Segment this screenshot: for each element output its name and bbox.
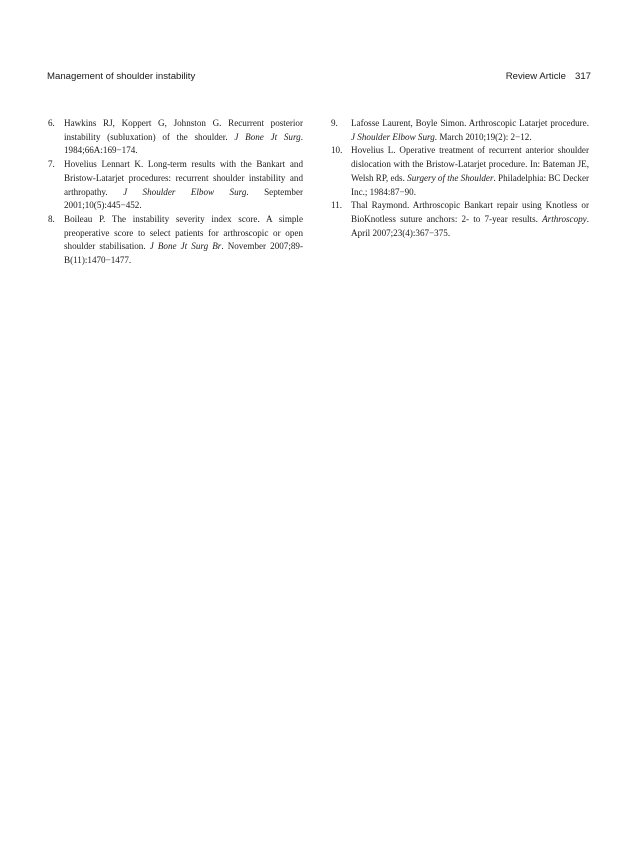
reference-number: 6. xyxy=(48,118,55,128)
reference-text: Thal Raymond. Arthroscopic Bankart repair using Knotless or BioKnotless suture anchors: 2- to 7-year results. xyxy=(351,200,589,224)
article-type-label: Review Article xyxy=(505,71,566,82)
reference-details: . April 2007;23(4):367−375. xyxy=(351,213,589,238)
reference-number: 11. xyxy=(331,200,343,211)
journal-title: Arthroscopy xyxy=(542,213,587,224)
reference-text: Lafosse Laurent, Boyle Simon. Arthroscopic Latarjet procedure. xyxy=(351,118,589,128)
journal-title: J Bone Jt Surg xyxy=(234,131,301,142)
reference-item xyxy=(48,158,303,213)
reference-text: Hovelius L. Operative treatment of recurrent anterior shoulder dislocation with the Bristow-Latarjet procedure. In: Bateman JE, Welsh RP, eds. xyxy=(351,145,589,183)
journal-title: J Shoulder Elbow Surg xyxy=(123,186,247,197)
reference-number: 7. xyxy=(48,159,55,170)
running-header xyxy=(47,69,591,85)
reference-item xyxy=(48,213,303,268)
running-header-right xyxy=(506,69,591,85)
reference-details: . September 2001;10(5):445−452. xyxy=(64,186,304,211)
reference-text: Hawkins RJ, Koppert G, Johnston G. Recurrent posterior instability (subluxation) of the shoulder. xyxy=(64,118,303,142)
reference-text: Boileau P. The instability severity index score. A simple preoperative score to select patients for arthroscopic or open shoulder stabilisation. xyxy=(64,213,303,252)
reference-details: . November 2007;89-B(11):1470−1477. xyxy=(64,241,303,266)
reference-details: . Philadelphia: BC Decker Inc.; 1984:87−90. xyxy=(351,172,590,197)
reference-item xyxy=(333,199,589,240)
page-number: 317 xyxy=(574,71,591,82)
journal-title: J Shoulder Elbow Surg xyxy=(351,131,435,142)
reference-number: 8. xyxy=(48,213,55,224)
running-title: Management of shoulder instability xyxy=(47,71,196,82)
reference-item xyxy=(48,117,303,158)
reference-number: 9. xyxy=(331,118,338,128)
book-title: Surgery of the Shoulder xyxy=(407,172,494,183)
reference-details: . 1984;66A:169−174. xyxy=(64,131,303,156)
reference-item xyxy=(333,117,589,144)
reference-list-left-column xyxy=(48,117,303,268)
reference-text: Hovelius Lennart K. Long-term results with the Bankart and Bristow-Latarjet procedures: recurrent shoulder instability and arthropathy. xyxy=(64,159,303,197)
journal-title: J Bone Jt Surg Br xyxy=(149,241,222,252)
reference-details: . March 2010;19(2): 2−12. xyxy=(434,131,532,142)
reference-item xyxy=(333,144,589,199)
reference-list-right-column xyxy=(333,117,589,240)
reference-number: 10. xyxy=(331,145,343,156)
